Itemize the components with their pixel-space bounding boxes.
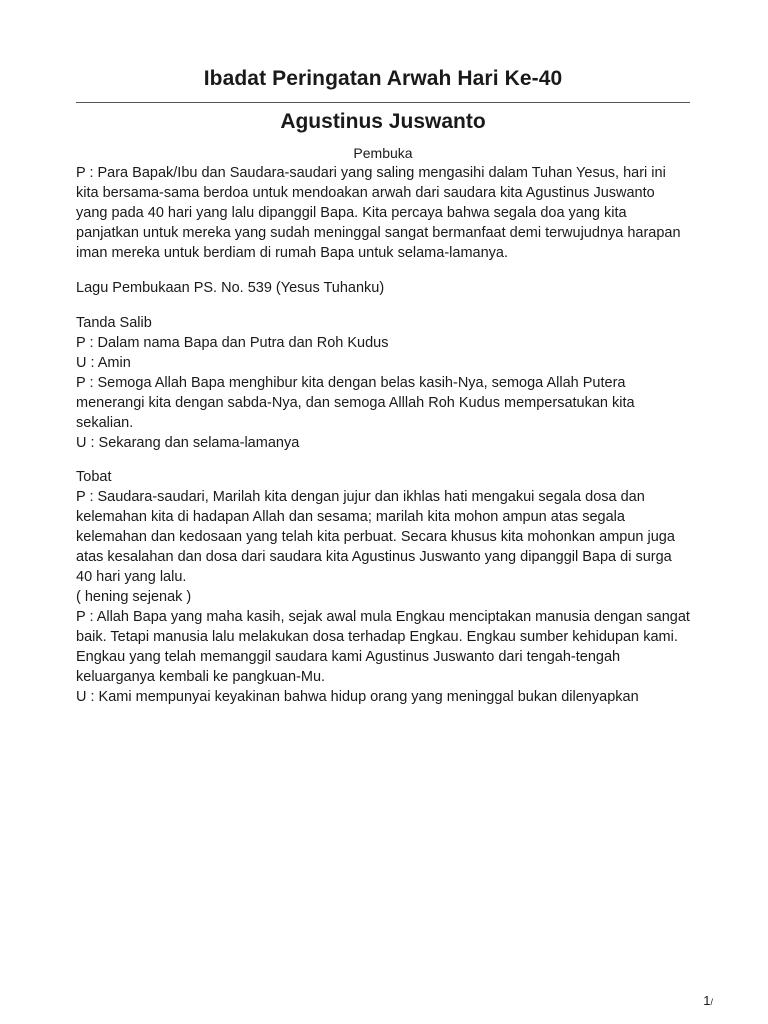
heading-tanda-salib: Tanda Salib (76, 315, 152, 331)
paragraph-greeting: P : Semoga Allah Bapa menghibur kita dengan belas kasih-Nya, semoga Allah Putera menerangi kita dengan sabda-Nya, dan semoga Alllah Roh Kudus mempersatukan kita sekalian. (76, 375, 635, 431)
paragraph-response-belief: U : Kami mempunyai keyakinan bahwa hidup orang yang meninggal bukan dilenyapkan (76, 689, 639, 705)
document-page (76, 64, 690, 707)
section-heading-pembuka: Pembuka (353, 145, 413, 161)
document-subtitle: Agustinus Juswanto (280, 110, 486, 133)
paragraph-penitence: P : Saudara-saudari, Marilah kita dengan jujur dan ikhlas hati mengakui segala dosa dan kelemahan kita di hadapan Allah dan sesama; marilah kita mohon ampun atas segala kelemahan dan kedosaan yang telah kita perbuat. Secara khusus kita mohonkan ampun juga atas kesalahan dan dosa dari saudara kita Agustinus Juswanto yang dipanggil Bapa di surga 40 hari yang lalu. (76, 489, 675, 585)
paragraph-prayer: P : Allah Bapa yang maha kasih, sejak awal mula Engkau menciptakan manusia dengan sangat baik. Tetapi manusia lalu melakukan dosa terhadap Engkau. Engkau sumber kehidupan kami. Engkau yang telah memanggil saudara kami Agustinus Juswanto dari tengah-tengah keluarganya kembali ke pangkuan-Mu. (76, 609, 690, 685)
page-number-suffix: / (710, 997, 713, 1007)
paragraph-opening-song: Lagu Pembukaan PS. No. 539 (Yesus Tuhanku) (76, 280, 385, 296)
paragraph-silence: ( hening sejenak ) (76, 589, 192, 605)
page-number (703, 993, 713, 1008)
paragraph-sign-of-cross: P : Dalam nama Bapa dan Putra dan Roh Kudus (76, 335, 389, 351)
paragraph-response-forever: U : Sekarang dan selama-lamanya (76, 435, 300, 451)
document-title: Ibadat Peringatan Arwah Hari Ke-40 (203, 67, 563, 90)
paragraph-response-amin: U : Amin (76, 355, 131, 371)
paragraph-opening: P : Para Bapak/Ibu dan Saudara-saudari yang saling mengasihi dalam Tuhan Yesus, hari ini kita bersama-sama berdoa untuk mendoakan arwah dari saudara kita Agustinus Juswanto yang pada 40 hari yang lalu dipanggil Bapa. Kita percaya bahwa segala doa yang kita panjatkan untuk mereka yang sudah meninggal sangat bermanfaat demi terwujudnya harapan iman mereka untuk berdiam di rumah Bapa untuk selama-lamanya. (76, 165, 681, 261)
title-divider (76, 102, 690, 103)
heading-tobat: Tobat (76, 469, 112, 485)
page-number-value: 1 (703, 993, 711, 1008)
